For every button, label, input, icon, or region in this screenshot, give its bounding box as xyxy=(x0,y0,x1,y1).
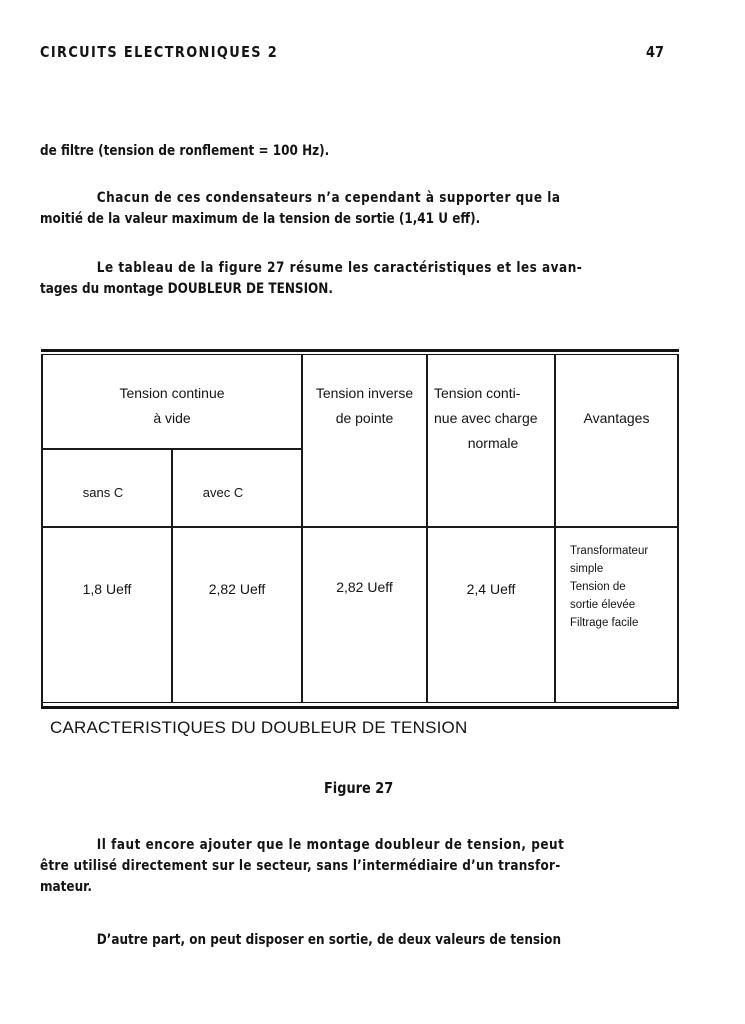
paragraph-line: de filtre (tension de ronflement = 100 Hz). xyxy=(40,143,330,159)
paragraph-4 xyxy=(40,835,745,898)
paragraph-2 xyxy=(40,188,745,230)
row-divider xyxy=(41,448,302,450)
value-avec-c: 2,82 Ueff xyxy=(208,581,266,597)
header-line: Tension inverse xyxy=(315,385,414,401)
header-line: de pointe xyxy=(335,410,394,426)
paragraph-text: Il faut encore ajouter que le montage doubleur de tension, peut xyxy=(96,837,565,853)
value-sans-c: 1,8 Ueff xyxy=(82,581,132,597)
header-line: Tension conti- xyxy=(434,385,521,401)
table-top-rule-inner xyxy=(41,354,679,355)
paragraph-text: Chacun de ces condensateurs n’a cependant à supporter que la xyxy=(96,190,561,206)
characteristics-table xyxy=(41,349,679,711)
table-caption: CARACTERISTIQUES DU DOUBLEUR DE TENSION xyxy=(50,718,468,737)
page-number: 47 xyxy=(646,43,664,61)
header-tension-inverse xyxy=(303,381,426,431)
paragraph-line: moitié de la valeur maximum de la tension de sortie (1,41 U eff). xyxy=(40,211,481,227)
advantage-line: simple xyxy=(570,563,604,575)
advantage-line: Tension de xyxy=(570,581,626,593)
running-header-title: CIRCUITS ELECTRONIQUES 2 xyxy=(40,43,279,61)
paragraph-text: Le tableau de la figure 27 résume les caractéristiques et les avan- xyxy=(96,260,583,276)
advantage-line: Filtrage facile xyxy=(570,617,639,629)
paragraph-5 xyxy=(40,930,745,951)
header-tension-continue xyxy=(43,381,301,431)
subheader-sans-c: sans C xyxy=(82,485,124,500)
advantage-line: sortie élevée xyxy=(570,599,636,611)
paragraph-line: être utilisé directement sur le secteur, sans l’intermédiaire d’un transfor- xyxy=(40,858,561,874)
paragraph-line xyxy=(40,188,664,209)
paragraph-line: tages du montage DOUBLEUR DE TENSION. xyxy=(40,281,333,297)
paragraph-1 xyxy=(40,141,745,162)
paragraph-line xyxy=(40,258,664,279)
table-top-rule xyxy=(41,349,679,352)
header-avantages: Avantages xyxy=(583,410,650,426)
table-bottom-rule-inner xyxy=(41,702,679,703)
row-divider xyxy=(41,526,679,528)
paragraph-line: mateur. xyxy=(40,879,92,895)
value-tension-charge: 2,4 Ueff xyxy=(466,581,516,597)
advantage-line: Transformateur xyxy=(570,545,649,557)
figure-label: Figure 27 xyxy=(324,779,394,797)
header-tension-charge xyxy=(428,381,560,456)
header-line: Tension continue xyxy=(119,385,225,401)
paragraph-text: D’autre part, on peut disposer en sortie, de deux valeurs de tension xyxy=(96,932,562,948)
value-tension-inverse: 2,82 Ueff xyxy=(336,579,393,595)
table-border-right xyxy=(677,354,679,706)
paragraph-3 xyxy=(40,258,745,300)
header-line: normale xyxy=(467,435,519,451)
advantages-list xyxy=(570,542,648,632)
paragraph-line xyxy=(40,930,664,951)
header-line: nue avec charge xyxy=(434,410,538,426)
table-bottom-rule xyxy=(41,706,679,709)
subheader-avec-c: avec C xyxy=(202,485,244,500)
paragraph-line xyxy=(40,835,664,856)
header-line: à vide xyxy=(153,410,191,426)
